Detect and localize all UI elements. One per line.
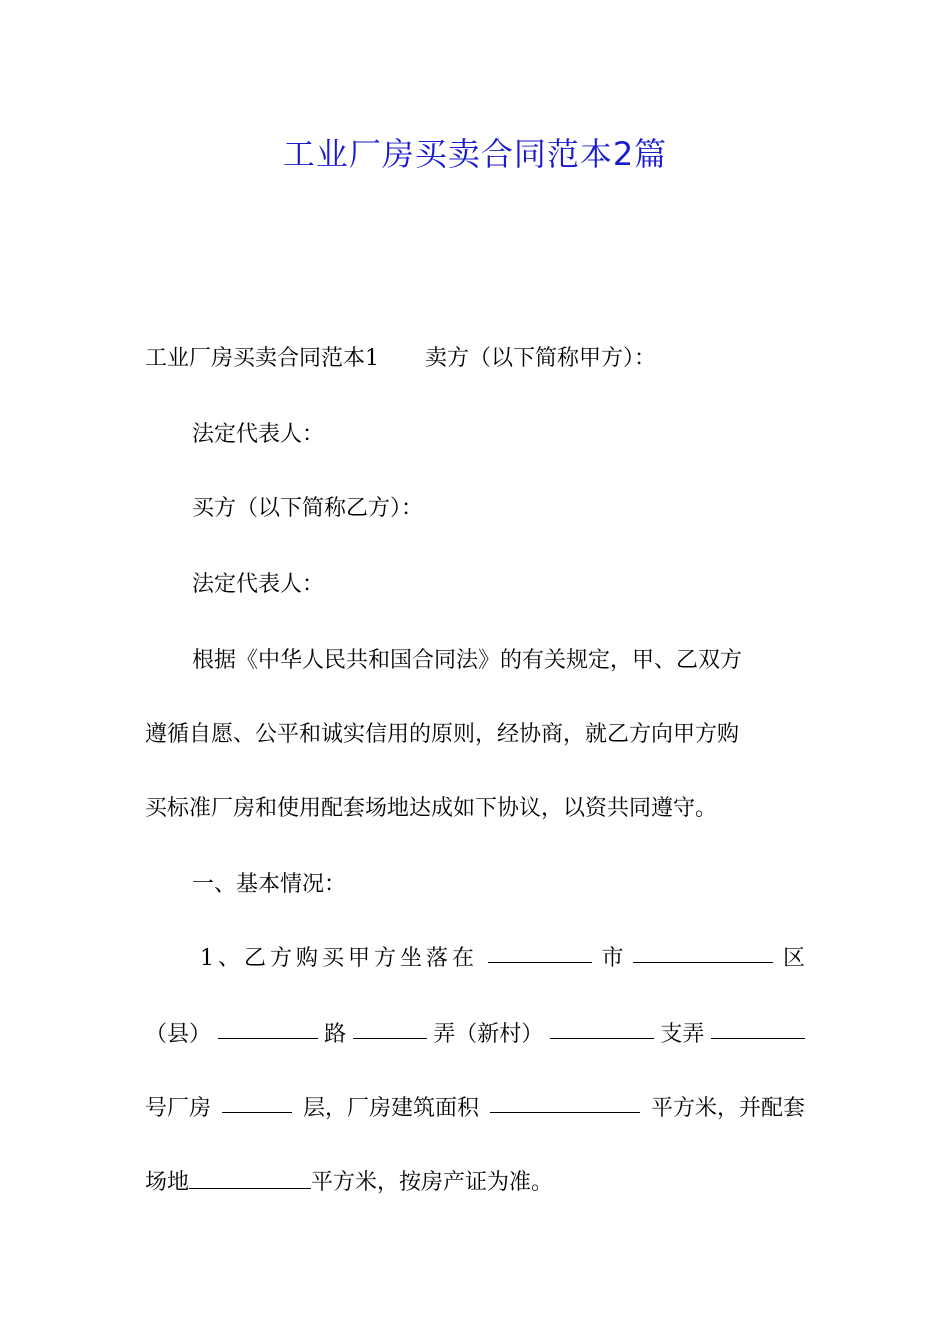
paragraph-heading <box>145 340 805 378</box>
item-text: 市 <box>601 946 624 971</box>
item-line <box>145 1090 805 1128</box>
blank-field <box>218 1016 318 1039</box>
item-text: 区 <box>782 946 805 971</box>
contract-heading: 工业厂房买卖合同范本1 <box>145 346 379 371</box>
item-line <box>145 1016 805 1054</box>
blank-field <box>633 940 773 963</box>
buyer-label: 买方（以下简称乙方）： <box>192 496 424 521</box>
seller-representative-label: 法定代表人： <box>192 422 325 447</box>
item-line <box>145 940 805 978</box>
blank-field <box>353 1016 427 1039</box>
item-text: 场地 <box>145 1170 190 1195</box>
document-title: 工业厂房买卖合同范本2篇 <box>282 135 668 173</box>
blank-field <box>550 1016 654 1039</box>
item-line <box>145 1164 805 1202</box>
blank-field <box>222 1090 292 1113</box>
seller-label: 卖方（以下简称甲方）： <box>425 346 657 371</box>
blank-field <box>189 1166 311 1189</box>
item-text: 路 <box>324 1022 347 1047</box>
item-text: 1、乙方购买甲方坐落在 <box>200 946 478 971</box>
paragraph-line: 买标准厂房和使用配套场地达成如下协议，以资共同遵守。 <box>145 796 718 821</box>
paragraph-line: 遵循自愿、公平和诚实信用的原则，经协商，就乙方向甲方购 <box>145 722 740 747</box>
item-text: 平方米，并配套 <box>650 1096 805 1121</box>
section-heading: 一、基本情况： <box>192 872 347 897</box>
item-text: 号厂房 <box>145 1096 212 1121</box>
blank-field <box>488 940 592 963</box>
item-text: 层，厂房建筑面积 <box>302 1096 479 1121</box>
item-text: （县） <box>145 1022 212 1047</box>
item-text: 弄（新村） <box>433 1022 544 1047</box>
buyer-representative-label: 法定代表人： <box>192 572 325 597</box>
blank-field <box>711 1016 805 1039</box>
paragraph-line: 根据《中华人民共和国合同法》的有关规定，甲、乙双方 <box>192 648 743 673</box>
item-text: 支弄 <box>660 1022 705 1047</box>
item-text: 平方米，按房产证为准。 <box>311 1170 554 1195</box>
blank-field <box>490 1090 640 1113</box>
